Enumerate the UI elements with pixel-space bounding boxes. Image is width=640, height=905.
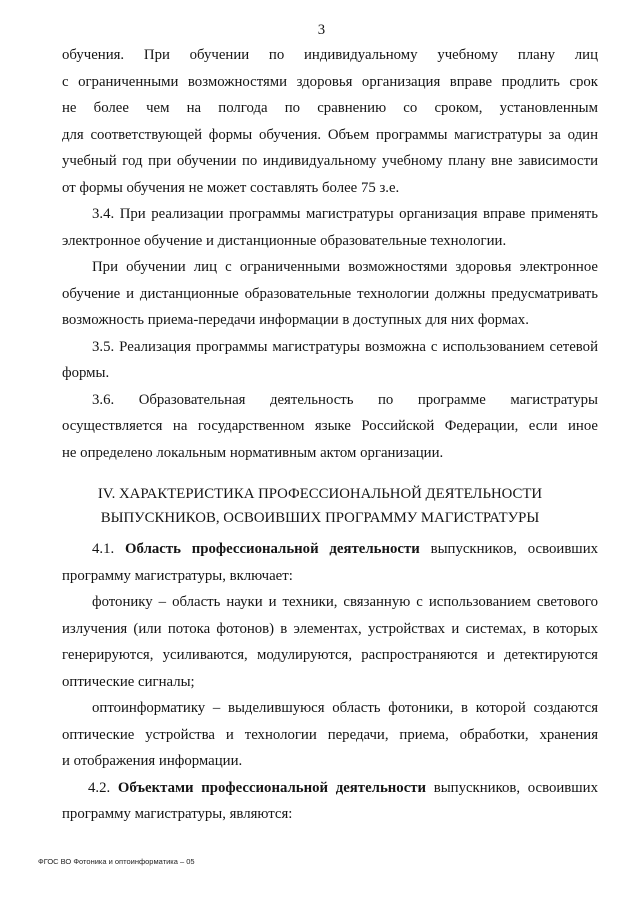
- text-line: излучения (или потока фотонов) в элементах, устройствах и системах, в которых: [62, 620, 598, 637]
- text-line: от формы обучения не может составлять более 75 з.е.: [62, 179, 400, 196]
- text-line: не более чем на полгода по сравнению со сроком, установленным: [62, 100, 598, 116]
- page-number: 3: [317, 22, 326, 38]
- text-line: обучения. При обучении по индивидуальному учебному плану лиц: [62, 47, 598, 63]
- text-line: 3.6. Образовательная деятельность по программе магистратуры: [92, 391, 598, 408]
- document-body: [62, 42, 598, 828]
- text-line: программу магистратуры, являются:: [62, 806, 293, 822]
- text-line: фотонику – область науки и техники, связанную с использованием светового: [92, 594, 598, 610]
- text-line: оптические устройства и технологии передачи, приема, обработки, хранения: [62, 726, 598, 743]
- clause-4-1: [62, 536, 598, 589]
- defined-term: Область профессиональной деятельности: [125, 541, 420, 557]
- text-line: не определено локальным нормативным актом организации.: [62, 444, 444, 461]
- heading-line: ВЫПУСКНИКОВ, ОСВОИВШИХ ПРОГРАММУ МАГИСТРАТУРЫ: [100, 510, 540, 526]
- text-line: и отображения информации.: [62, 753, 243, 769]
- clause-4-1-optoinformatics: [62, 695, 598, 775]
- text-segment: выпускников, освоивших: [433, 779, 598, 796]
- page-footer: ФГОС ВО Фотоника и оптоинформатика – 05: [38, 857, 195, 866]
- text-line: для соответствующей формы обучения. Объем программы магистратуры за один: [62, 126, 598, 143]
- clause-4-2: [62, 775, 598, 828]
- text-line: учебный год при обучении по индивидуальному учебному плану вне зависимости: [62, 153, 598, 169]
- text-line: возможность приема-передачи информации в доступных для них формах.: [62, 312, 529, 328]
- section-heading: [52, 482, 588, 530]
- paragraph-continuation: [62, 42, 598, 201]
- defined-term: Объектами профессиональной деятельности: [117, 779, 427, 796]
- text-segment: выпускников, освоивших: [430, 541, 599, 557]
- text-line: электронное обучение и дистанционные образовательные технологии.: [62, 232, 507, 249]
- clause-3-4: [62, 201, 598, 254]
- text-line: генерируются, усиливаются, модулируются, распространяются и детектируются: [62, 647, 598, 663]
- text-line: [62, 536, 598, 563]
- text-line: 3.5. Реализация программы магистратуры возможна с использованием сетевой: [92, 338, 598, 355]
- clause-4-1-photonics: [62, 589, 598, 695]
- text-line: с ограниченными возможностями здоровья организация вправе продлить срок: [62, 73, 598, 90]
- heading-line: IV. ХАРАКТЕРИСТИКА ПРОФЕССИОНАЛЬНОЙ ДЕЯТЕЛЬНОСТИ: [97, 486, 543, 502]
- text-line: оптические сигналы;: [62, 673, 195, 690]
- text-line: осуществляется на государственном языке Российской Федерации, если иное: [62, 418, 598, 434]
- clause-number: 4.1.: [92, 541, 115, 557]
- text-line: [62, 775, 598, 802]
- clause-number: 4.2.: [88, 779, 111, 796]
- clause-3-5: [62, 334, 598, 387]
- text-line: обучение и дистанционные образовательные технологии должны предусматривать: [62, 285, 598, 302]
- text-line: формы.: [62, 365, 110, 381]
- text-line: программу магистратуры, включает:: [62, 567, 293, 584]
- text-line: 3.4. При реализации программы магистратуры организация вправе применять: [92, 206, 598, 222]
- text-line: оптоинформатику – выделившуюся область фотоники, в которой создаются: [92, 700, 598, 716]
- clause-3-6: [62, 387, 598, 467]
- text-line: При обучении лиц с ограниченными возможностями здоровья электронное: [92, 259, 598, 275]
- clause-3-4-note: [62, 254, 598, 334]
